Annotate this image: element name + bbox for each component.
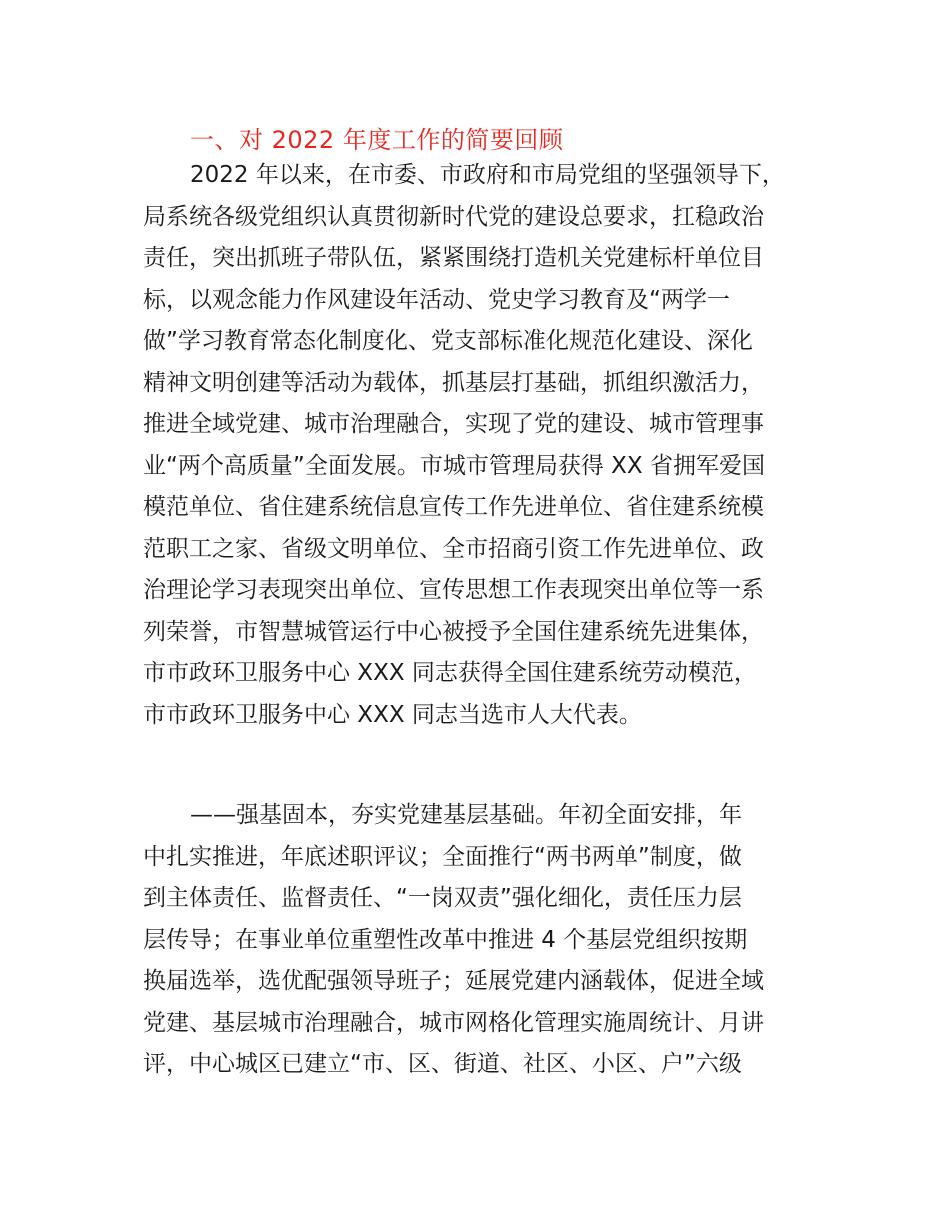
section-heading: 一、对 2022 年度工作的简要回顾: [190, 126, 564, 154]
text-line: 市市政环卫服务中心 XXX 同志当选市人大代表。: [143, 701, 642, 728]
text-line: 推进全域党建、城市治理融合，实现了党的建设、城市管理事: [143, 411, 764, 437]
text-line: 市市政环卫服务中心 XXX 同志获得全国住建系统劳动模范，: [143, 660, 757, 686]
text-line: 评，中心城区已建立“市、区、街道、社区、小区、户”六级: [143, 1051, 742, 1077]
text-line: ——强基固本，夯实党建基层基础。年初全面安排，年: [190, 802, 742, 828]
text-line: 中扎实推进，年底述职评议；全面推行“两书两单”制度，做: [143, 843, 742, 870]
text-line: 换届选举，选优配强领导班子；延展党建内涵载体，促进全域: [143, 968, 764, 994]
text-line: 业“两个高质量”全面发展。市城市管理局获得 XX 省拥军爱国: [143, 452, 765, 479]
text-line: 层传导；在事业单位重塑性改革中推进 4 个基层党组织按期: [143, 926, 748, 953]
text-line: 局系统各级党组织认真贯彻新时代党的建设总要求，扛稳政治: [143, 203, 764, 230]
text-line: 范职工之家、省级文明单位、全市招商引资工作先进单位、政: [143, 535, 764, 562]
text-line: 到主体责任、监督责任、“一岗双责”强化细化，责任压力层: [143, 885, 742, 911]
paragraph-strengthen-foundation: [143, 795, 823, 1086]
text-line: 责任，突出抓班子带队伍，紧紧围绕打造机关党建标杆单位目: [143, 245, 764, 271]
text-line: 2022 年以来，在市委、市政府和市局党组的坚强领导下，: [190, 162, 785, 188]
text-line: 党建、基层城市治理融合，城市网格化管理实施周统计、月讲: [143, 1009, 764, 1036]
text-line: 列荣誉，市智慧城管运行中心被授予全国住建系统先进集体，: [143, 618, 764, 645]
text-line: 精神文明创建等活动为载体，抓基层打基础，抓组织激活力，: [143, 369, 764, 396]
text-line: 做”学习教育常态化制度化、党支部标准化规范化建设、深化: [143, 328, 753, 354]
text-line: 标，以观念能力作风建设年活动、党史学习教育及“两学一: [143, 286, 730, 313]
paragraph-review-summary: [143, 155, 823, 736]
text-line: 模范单位、省住建系统信息宣传工作先进单位、省住建系统模: [143, 494, 764, 520]
text-line: 治理论学习表现突出单位、宣传思想工作表现突出单位等一系: [143, 577, 764, 603]
